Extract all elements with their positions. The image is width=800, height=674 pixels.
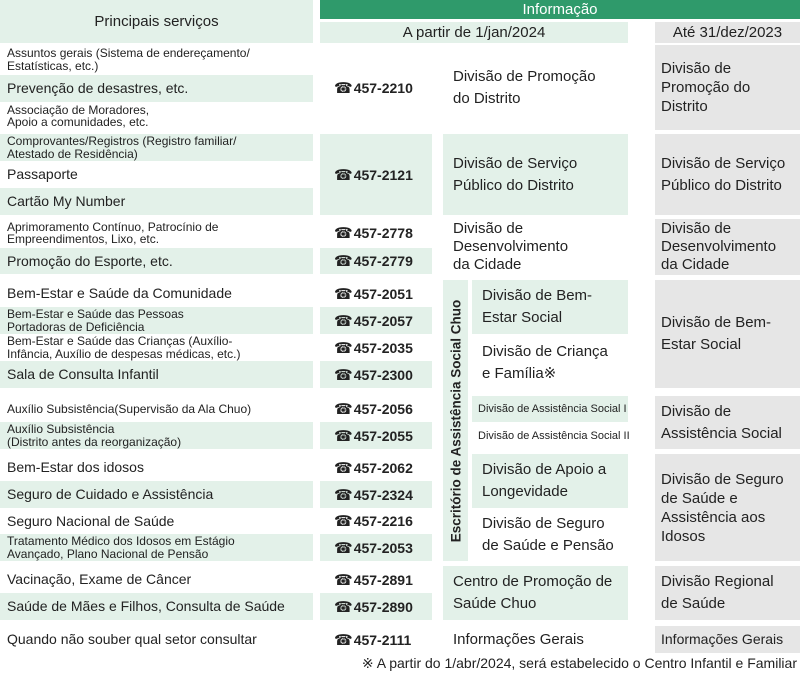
division-line: de Saúde e Pensão: [482, 536, 614, 554]
phone-value: 457-2035: [353, 339, 413, 356]
phone-value: 457-2121: [353, 166, 413, 183]
header-old: [655, 22, 800, 43]
escritorio-assistencia-vertical: [443, 280, 468, 561]
header-new: [320, 22, 628, 43]
phone-number[interactable]: [320, 307, 432, 334]
phone-value: 457-2890: [353, 598, 413, 615]
old-division-line: Promoção do: [661, 79, 751, 96]
division-servico: [443, 134, 628, 215]
service-row: [0, 307, 313, 334]
division-line: Saúde Chuo: [453, 595, 537, 612]
header-info-label: Informação: [522, 1, 598, 18]
service-line: Aprimoramento Contínuo, Patrocínio de: [7, 219, 219, 234]
division-line: Divisão de Serviço: [453, 154, 578, 172]
service-row: [0, 134, 313, 161]
service-row: [0, 75, 313, 102]
footnote: [362, 654, 797, 672]
service-line: Cartão My Number: [7, 193, 126, 209]
old-division-line: Informações Gerais: [661, 631, 784, 647]
service-line: Associação de Moradores,: [7, 102, 150, 117]
header-info: [320, 0, 800, 19]
old-division-desenvolvimento: [655, 219, 800, 275]
division-line: Desenvolvimento: [453, 238, 569, 255]
old-division-line: Assistência aos: [661, 508, 766, 526]
footnote-text: ※ A partir do 1/abr/2024, será estabelecido o Centro Infantil e Familiar: [361, 655, 797, 671]
phone-number[interactable]: [320, 481, 432, 508]
service-row: [0, 534, 313, 561]
old-division-assistencia: [655, 396, 800, 449]
phone-number[interactable]: [320, 422, 432, 449]
service-line: Bem-Estar e Saúde das Crianças (Auxílio-: [7, 334, 233, 348]
old-division-line: Assistência Social: [661, 424, 782, 442]
service-line: Apoio a comunidades, etc.: [7, 115, 149, 129]
old-division-line: Divisão de Bem-: [661, 314, 772, 331]
division-seguro: [472, 508, 628, 561]
division-line: Longevidade: [482, 483, 568, 500]
phone-value: 457-2324: [353, 486, 413, 503]
division-crianca: [472, 334, 628, 392]
division-assist-2: [472, 422, 628, 449]
phone-number[interactable]: [320, 396, 432, 422]
service-row: [0, 280, 313, 307]
phone-icon: ☎: [334, 598, 353, 616]
service-row: [0, 454, 313, 481]
service-line: Saúde de Mães e Filhos, Consulta de Saúde: [7, 598, 285, 614]
division-line: Divisão de Apoio a: [482, 461, 607, 478]
service-line: Avançado, Plano Nacional de Pensão: [7, 546, 209, 561]
service-row: [0, 566, 313, 593]
phone-number[interactable]: [320, 454, 432, 481]
old-division-line: Distrito: [661, 98, 708, 115]
service-row: [0, 626, 313, 653]
division-line: da Cidade: [453, 256, 522, 273]
service-line: Portadoras de Deficiência: [7, 319, 145, 334]
old-division-servico: [655, 134, 800, 215]
phone-value: 457-2062: [353, 459, 413, 476]
old-division-line: Divisão Regional: [661, 573, 774, 590]
escritorio-label: Escritório de Assistência Social Chuo: [448, 299, 463, 542]
division-line: Divisão de Seguro: [482, 514, 605, 532]
phone-icon: ☎: [334, 253, 353, 270]
phone-number[interactable]: [320, 280, 432, 307]
division-line: do Distrito: [453, 89, 521, 107]
division-line: Divisão de Promoção: [453, 67, 596, 85]
old-division-gerais: [655, 626, 800, 653]
division-line: Centro de Promoção de: [453, 573, 613, 590]
old-division-line: de Saúde e: [661, 489, 738, 507]
service-line: Bem-Estar e Saúde das Pessoas: [7, 307, 184, 321]
phone-icon: ☎: [334, 225, 353, 242]
phone-number[interactable]: [320, 534, 432, 561]
division-centro: [443, 566, 628, 620]
old-division-bem-estar: [655, 280, 800, 388]
phone-number[interactable]: [320, 134, 432, 215]
service-row: [0, 248, 313, 274]
service-line: (Distrito antes da reorganização): [7, 434, 182, 449]
service-row: [0, 422, 313, 449]
phone-icon: ☎: [334, 285, 353, 303]
service-row: [0, 361, 313, 388]
service-row: [0, 188, 313, 215]
phone-value: 457-2778: [353, 225, 413, 241]
phone-icon: ☎: [334, 539, 353, 557]
service-line: Promoção do Esporte, etc.: [7, 252, 173, 269]
service-line: Quando não souber qual setor consultar: [7, 631, 257, 647]
division-line: Estar Social: [482, 309, 563, 326]
division-line: e Família※: [482, 365, 557, 382]
service-line: Assuntos gerais (Sistema de endereçamento/: [7, 46, 250, 60]
old-division-line: Desenvolvimento: [661, 238, 777, 255]
service-line: Seguro de Cuidado e Assistência: [7, 486, 214, 502]
old-division-line: Divisão de: [661, 220, 732, 237]
service-row: [0, 45, 313, 74]
old-division-line: Idosos: [661, 527, 706, 545]
phone-icon: ☎: [334, 339, 353, 357]
phone-number[interactable]: [320, 334, 432, 361]
header-services-label: Principais serviços: [94, 13, 219, 30]
phone-number[interactable]: [320, 508, 432, 534]
service-row: [0, 396, 313, 422]
phone-number[interactable]: [320, 361, 432, 388]
phone-icon: ☎: [334, 401, 353, 418]
division-line: Divisão de Assistência Social II: [478, 429, 630, 442]
service-line: Auxílio Subsistência: [7, 422, 115, 436]
header-new-label: A partir de 1/jan/2024: [402, 24, 546, 41]
division-line: Divisão de Assistência Social I: [478, 403, 627, 415]
service-row: [0, 102, 313, 130]
header-old-label: Até 31/dez/2023: [672, 24, 783, 41]
service-line: Estatísticas, etc.): [7, 58, 99, 73]
old-division-seguro: [655, 454, 800, 561]
phone-value: 457-2210: [353, 79, 413, 96]
division-assist-1: [472, 396, 628, 422]
phone-icon: ☎: [334, 366, 353, 384]
service-row: [0, 334, 313, 361]
phone-value: 457-2111: [353, 631, 412, 648]
division-line: Informações Gerais: [453, 630, 584, 648]
division-promocao: [443, 45, 628, 130]
phone-value: 457-2216: [353, 513, 413, 529]
service-line: Passaporte: [7, 166, 78, 182]
service-line: Comprovantes/Registros (Registro familiar/: [7, 134, 237, 148]
phone-number[interactable]: [320, 45, 432, 130]
division-line: Divisão de Bem-: [482, 287, 593, 304]
old-division-line: Divisão de: [661, 60, 732, 77]
phone-icon: ☎: [334, 427, 353, 445]
division-longevidade: [472, 454, 628, 508]
old-division-line: Divisão de Serviço: [661, 154, 786, 172]
division-bem-estar: [472, 280, 628, 334]
phone-value: 457-2891: [353, 571, 413, 588]
service-line: Empreendimentos, Lixo, etc.: [7, 232, 160, 246]
phone-icon: ☎: [334, 312, 353, 330]
old-division-promocao: [655, 45, 800, 130]
phone-value: 457-2055: [353, 427, 413, 444]
phone-icon: ☎: [334, 486, 353, 504]
phone-number[interactable]: [320, 219, 432, 247]
phone-icon: ☎: [334, 513, 353, 530]
old-division-line: Divisão de Seguro: [661, 470, 784, 488]
service-line: Infância, Auxílio de despesas médicas, etc.): [7, 346, 241, 361]
service-line: Sala de Consulta Infantil: [7, 366, 159, 382]
service-line: Auxílio Subsistência(Supervisão da Ala Chuo): [7, 401, 252, 416]
phone-value: 457-2779: [353, 253, 413, 269]
old-division-line: Estar Social: [661, 336, 742, 353]
service-row: [0, 161, 313, 188]
phone-value: 457-2057: [353, 312, 413, 329]
service-line: Tratamento Médico dos Idosos em Estágio: [7, 534, 235, 548]
phone-value: 457-2051: [353, 285, 413, 302]
old-division-line: Divisão de: [661, 402, 732, 420]
phone-number[interactable]: [320, 248, 432, 274]
phone-icon: ☎: [334, 166, 353, 184]
phone-icon: ☎: [334, 631, 353, 649]
phone-value: 457-2053: [353, 539, 413, 556]
division-line: Público do Distrito: [453, 176, 574, 194]
service-row: [0, 219, 313, 247]
service-row: [0, 481, 313, 508]
division-gerais: [443, 626, 628, 653]
division-desenvolvimento: [443, 219, 628, 275]
old-division-line: de Saúde: [661, 595, 726, 612]
phone-icon: ☎: [334, 79, 353, 97]
service-line: Vacinação, Exame de Câncer: [7, 571, 192, 587]
phone-value: 457-2056: [353, 401, 413, 417]
phone-number[interactable]: [320, 566, 432, 593]
old-division-line: Público do Distrito: [661, 176, 782, 194]
division-line: Divisão de: [453, 220, 524, 237]
header-services: [0, 0, 313, 43]
old-division-line: da Cidade: [661, 256, 730, 273]
service-row: [0, 508, 313, 534]
phone-icon: ☎: [334, 459, 353, 477]
phone-number[interactable]: [320, 626, 432, 653]
phone-value: 457-2300: [353, 366, 413, 383]
service-line: Bem-Estar e Saúde da Comunidade: [7, 285, 232, 301]
service-line: Atestado de Residência): [7, 146, 138, 161]
old-division-regional: [655, 566, 800, 620]
division-line: Divisão de Criança: [482, 343, 608, 360]
phone-icon: ☎: [334, 571, 353, 589]
service-line: Bem-Estar dos idosos: [7, 459, 144, 475]
service-row: [0, 593, 313, 620]
service-line: Prevenção de desastres, etc.: [7, 80, 189, 96]
service-line: Seguro Nacional de Saúde: [7, 512, 175, 529]
phone-number[interactable]: [320, 593, 432, 620]
